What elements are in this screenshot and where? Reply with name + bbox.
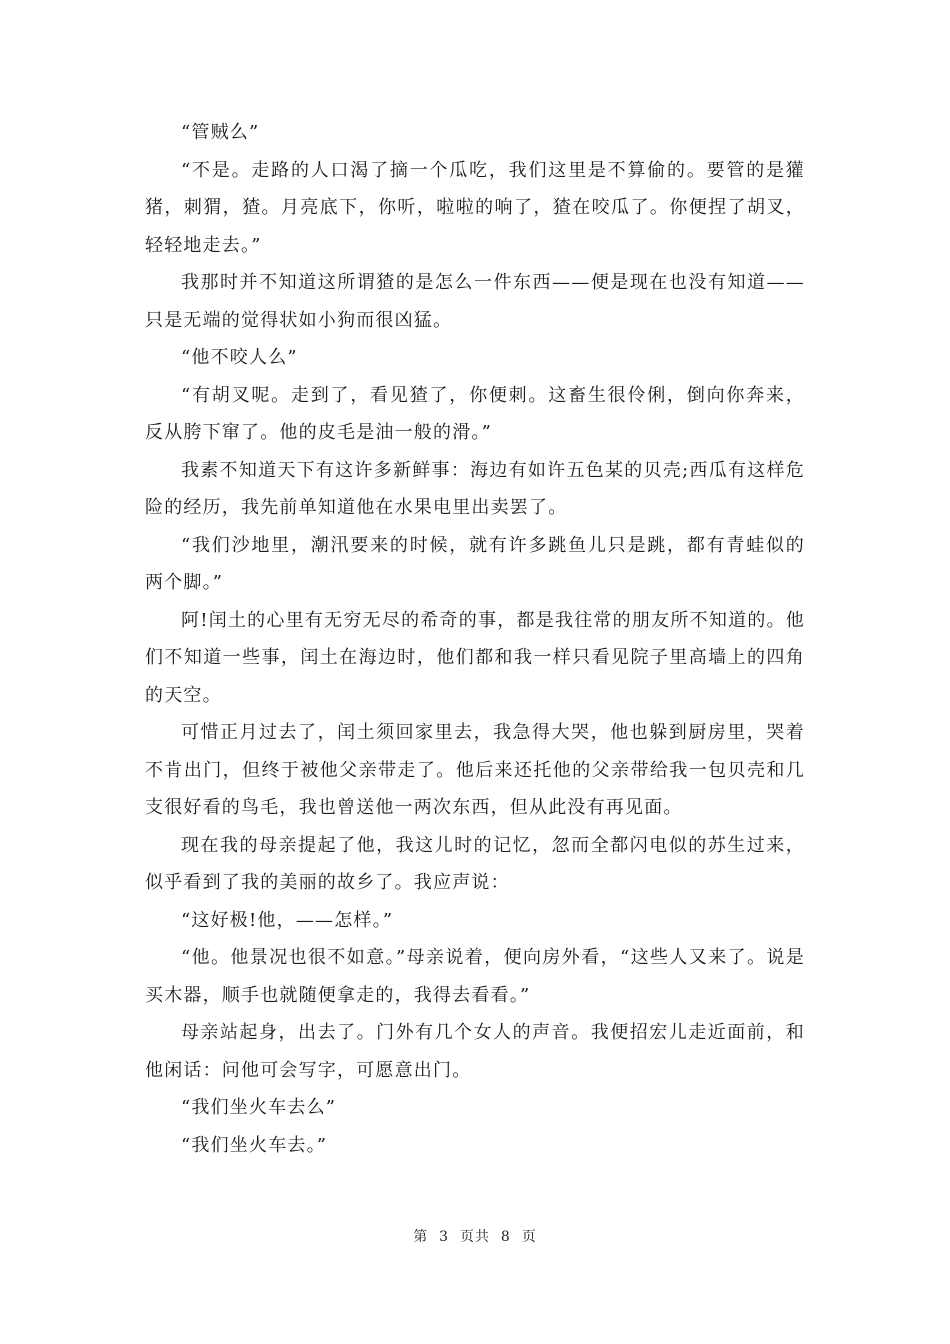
paragraph: 现在我的母亲提起了他，我这儿时的记忆，忽而全都闪电似的苏生过来，似乎看到了我的美丽的故乡了。我应声说： [145,834,805,893]
page-number-footer: 第 3 页共 8 页 [413,1229,537,1245]
paragraph: “我们坐火车去。” [181,1134,328,1156]
paragraph: 可惜正月过去了，闰土须回家里去，我急得大哭，他也躲到厨房里，哭着不肯出门，但终于被他父亲带走了。他后来还托他的父亲带给我一包贝壳和几支很好看的鸟毛，我也曾送他一两次东西，但从此没有再见面。 [145,722,805,818]
paragraph: “有胡叉呢。走到了，看见猹了，你便刺。这畜生很伶俐，倒向你奔来，反从胯下窜了。他的皮毛是油一般的滑。” [145,384,805,443]
paragraph: “这好极!他，——怎样。” [181,909,394,931]
paragraph: “我们坐火车去么” [181,1097,337,1118]
paragraph: “我们沙地里，潮汛要来的时候，就有许多跳鱼儿只是跳，都有青蛙似的两个脚。” [145,534,805,593]
paragraph: 阿!闰土的心里有无穷无尽的希奇的事，都是我往常的朋友所不知道的。他们不知道一些事，闰土在海边时，他们都和我一样只看见院子里高墙上的四角的天空。 [145,609,805,706]
paragraph: 母亲站起身，出去了。门外有几个女人的声音。我便招宏儿走近面前，和他闲话：问他可会写字，可愿意出门。 [145,1022,805,1081]
paragraph: “管贼么” [181,122,260,143]
paragraph: 我那时并不知道这所谓猹的是怎么一件东西——便是现在也没有知道——只是无端的觉得状如小狗而很凶猛。 [145,272,805,331]
document-body [145,114,805,1164]
paragraph: “他不咬人么” [181,347,298,368]
paragraph: “他。他景况也很不如意。”母亲说着，便向房外看，“这些人又来了。说是买木器，顺手也就随便拿走的，我得去看看。” [145,947,805,1006]
paragraph: 我素不知道天下有这许多新鲜事：海边有如许五色某的贝壳;西瓜有这样危险的经历，我先前单知道他在水果电里出卖罢了。 [145,459,805,518]
paragraph: “不是。走路的人口渴了摘一个瓜吃，我们这里是不算偷的。要管的是獾猪，刺猬，猹。月亮底下，你听，啦啦的响了，猹在咬瓜了。你便捏了胡叉，轻轻地走去。” [145,159,805,256]
